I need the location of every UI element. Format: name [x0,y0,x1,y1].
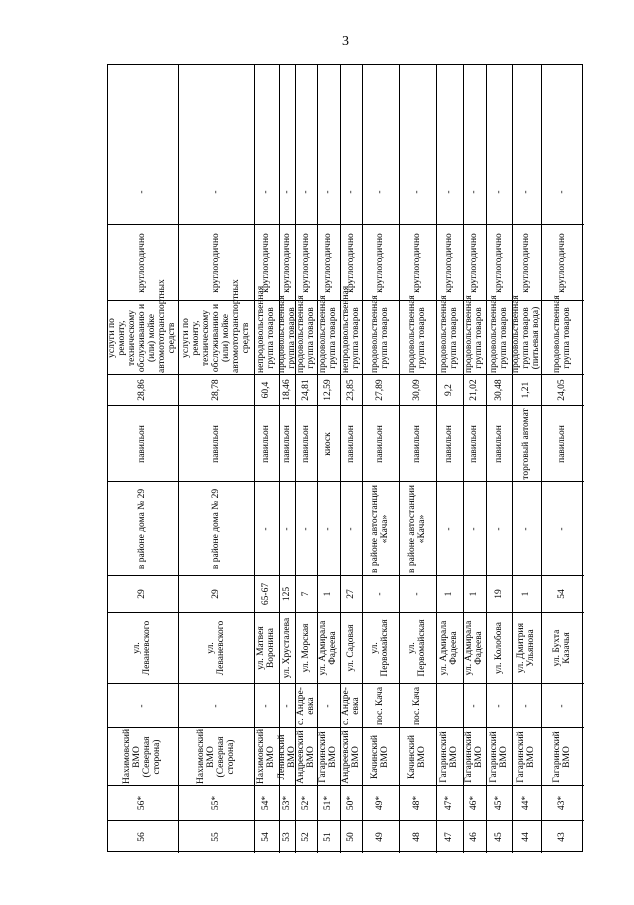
street-cell: ул. Адмирала Фадеева [318,612,340,683]
district-cell: Гагаринский ВМО [487,727,513,785]
period-cell: круглогодично [280,224,295,300]
street-cell: ул. Леваневского [179,612,255,683]
street-cell: ул. Хрусталева [280,612,295,683]
house-cell: 65-67 [255,575,279,612]
district-cell: Гагаринский ВМО [513,727,541,785]
goods-group-cell: продовольственная группа товаров [363,300,399,374]
district-cell: Андреевский ВМО [341,727,362,785]
area-cell: 28,86 [108,374,178,405]
goods-group-cell: продовольственная группа товаров (питьевая вода) [511,294,542,373]
settlement-cell: - [542,683,584,727]
period-cell: круглогодично [487,224,513,300]
page-number: 3 [342,34,349,49]
row-code-cell: 56* [108,785,178,820]
landmark-cell: - [437,481,463,575]
row-code-cell: 48* [400,785,436,820]
district-cell: Качинский ВМО [400,727,436,785]
goods-group-cell: продовольственная группа товаров [437,300,463,374]
object-type-cell: павильон [437,405,463,481]
house-cell: 7 [296,575,317,612]
house-cell: 29 [108,575,178,612]
settlement-cell [437,683,463,727]
street-cell: ул. Садовая [341,612,362,683]
settlement-cell: пос. Кача [400,683,436,727]
table-row [255,65,280,853]
house-cell: 1 [513,575,541,612]
area-cell: 24,81 [296,374,317,405]
landmark-cell: - [513,481,541,575]
goods-group-cell: услуги по ремонту, техническому обслуживанию и (или) мойке автомототранспортных средств [106,278,177,373]
table-row [341,65,363,853]
table-row [318,65,341,853]
goods-group-cell: продовольственная группа товаров [463,294,484,373]
goods-group-cell: продовольственная группа товаров [400,300,436,374]
house-cell: 27 [341,575,362,612]
object-type-cell: павильон [179,405,255,481]
object-type-cell: павильон [341,405,362,481]
settlement-cell: с. Андре-евка [341,683,362,727]
landmark-cell: в районе автостанции «Кача» [400,481,436,575]
area-cell: 21,02 [464,374,486,405]
landmark-cell: в районе дома № 29 [179,481,255,575]
goods-group-cell: продовольственная группа товаров [542,300,584,374]
row-code-cell: 46* [464,785,486,820]
row-number-cell: 54 [255,820,279,853]
period-cell: круглогодично [179,224,255,300]
settlement-cell: пос. Кача [363,683,399,727]
area-cell: 24,05 [542,374,584,405]
object-type-cell: торговый автомат [513,405,541,481]
extra-cell: - [521,190,532,194]
row-code-cell: 45* [487,785,513,820]
settlement-cell: с. Андре-евка [296,683,317,727]
object-type-cell: павильон [363,405,399,481]
landmark-cell: - [296,481,317,575]
extra-cell: - [412,190,423,194]
row-number-cell: 51 [318,820,340,853]
object-type-cell: павильон [108,405,178,481]
street-cell: ул. Колобова [487,612,513,683]
landmark-cell: - [464,481,486,575]
landmark-cell: - [487,481,513,575]
house-cell: 54 [542,575,584,612]
district-cell: Нахимовский ВМО (Северная сторона) [179,727,255,785]
settlement-cell: - [108,683,178,727]
object-type-cell: павильон [296,405,317,481]
district-cell: Андреевский ВМО [296,727,317,785]
goods-group-cell: непродовольственная группа товаров [255,300,279,374]
street-cell: ул. Адмирала Фадеева [437,612,463,683]
district-cell: Гагаринский ВМО [464,727,486,785]
object-type-cell: павильон [255,405,279,481]
row-code-cell: 53* [280,785,295,820]
extra-cell: - [345,190,356,194]
house-cell: 125 [280,575,295,612]
landmark-cell: - [542,481,584,575]
landmark-cell: в районе дома № 29 [108,481,178,575]
extra-cell: - [493,190,504,194]
row-code-cell: 49* [363,785,399,820]
row-number-cell: 48 [400,820,436,853]
row-number-cell: 46 [464,820,486,853]
period-cell: круглогодично [363,224,399,300]
object-type-cell: павильон [280,405,295,481]
table-row [542,65,584,853]
landmark-cell: в районе автостанции «Кача» [363,481,399,575]
extra-cell: - [210,190,221,194]
area-cell: 23,85 [341,374,362,405]
street-cell: ул. Дмитрия Ульянова [513,612,541,683]
object-type-cell: киоск [318,405,340,481]
row-number-cell: 50 [341,820,362,853]
district-cell: Гагаринский ВМО [318,727,340,785]
period-cell: круглогодично [108,224,178,300]
row-number-cell: 52 [296,820,317,853]
area-cell: 30,48 [487,374,513,405]
house-cell: 1 [464,575,486,612]
settlement-cell: - [318,683,340,727]
goods-group-cell: продовольственная группа товаров [487,300,513,374]
row-code-cell: 50* [341,785,362,820]
settlement-cell: - [280,683,295,727]
data-table [107,64,583,852]
extra-cell: - [375,190,386,194]
row-code-cell: 43* [542,785,584,820]
extra-cell: - [557,190,568,194]
row-number-cell: 47 [437,820,463,853]
row-code-cell: 47* [437,785,463,820]
area-cell: 27,89 [363,374,399,405]
house-cell: - [400,575,436,612]
street-cell: ул. Первомайская [400,612,436,683]
row-number-cell: 55 [179,820,255,853]
row-number-cell: 56 [108,820,178,853]
table-row [108,65,179,853]
landmark-cell: - [255,481,279,575]
settlement-cell: - [464,683,486,727]
area-cell: 30,09 [400,374,436,405]
settlement-cell: - [179,683,255,727]
street-cell: ул. Адмирала Фадеева [464,612,486,683]
extra-cell: - [300,190,311,194]
settlement-cell: - [255,683,279,727]
district-cell: Нахимовский ВМО (Северная сторона) [108,727,178,785]
period-cell: круглогодично [318,224,340,300]
period-cell: круглогодично [437,224,463,300]
goods-group-cell: непродовольственная группа товаров [340,285,361,373]
period-cell: круглогодично [400,224,436,300]
landmark-cell: - [318,481,340,575]
landmark-cell: - [341,481,362,575]
row-code-cell: 54* [255,785,279,820]
row-number-cell: 53 [280,820,295,853]
row-code-cell: 51* [318,785,340,820]
extra-cell: - [136,190,147,194]
house-cell: - [363,575,399,612]
object-type-cell: павильон [400,405,436,481]
street-cell: ул. Первомайская [363,612,399,683]
district-cell: Гагаринский ВМО [437,727,463,785]
period-cell: круглогодично [542,224,584,300]
settlement-cell: - [487,683,513,727]
district-cell: Гагаринский ВМО [542,727,584,785]
object-type-cell: павильон [487,405,513,481]
settlement-cell: - [513,683,541,727]
table-row [437,65,464,853]
house-cell: 1 [437,575,463,612]
area-cell: 18,46 [280,374,295,405]
period-cell: круглогодично [513,224,541,300]
street-cell: ул. Леваневского [108,612,178,683]
goods-group-cell: продовольственная группа товаров [295,294,316,373]
district-cell: Ленинский ВМО [280,727,295,785]
table-row [276,65,297,853]
row-number-cell: 43 [542,820,584,853]
extra-cell: - [323,190,334,194]
table-row [296,65,318,853]
period-cell: круглогодично [341,224,362,300]
extra-cell: - [444,190,454,194]
object-type-cell: павильон [542,405,584,481]
goods-group-cell: продовольственная группа товаров [318,294,339,373]
row-code-cell: 52* [296,785,317,820]
row-number-cell: 44 [513,820,541,853]
area-cell: 12,59 [318,374,340,405]
object-type-cell: павильон [464,405,486,481]
extra-cell: - [468,190,479,194]
period-cell: круглогодично [464,224,486,300]
area-cell: 60,4 [255,374,279,405]
table-row [513,65,542,853]
row-code-cell: 44* [513,785,541,820]
row-code-cell: 55* [179,785,255,820]
table-row [464,65,487,853]
house-cell: 29 [179,575,255,612]
street-cell: ул. Матвея Воронина [255,612,279,683]
goods-group-cell: продовольственная группа товаров [276,294,297,373]
goods-group-cell: услуги по ремонту, техническому обслуживанию и (или) мойке автомототранспортных средств [179,300,255,374]
table-row [487,65,514,853]
house-cell: 1 [318,575,340,612]
street-cell: ул. Бухта Казачья [542,612,584,683]
street-cell: ул. Морская [296,612,317,683]
table-row [363,65,400,853]
extra-cell: - [261,190,272,194]
table-row [400,65,437,853]
area-cell: 1,21 [513,374,541,405]
house-cell: 19 [487,575,513,612]
table-row [179,65,256,853]
district-cell: Нахимовский ВМО [255,727,279,785]
period-cell: круглогодично [296,224,317,300]
row-number-cell: 45 [487,820,513,853]
period-cell: круглогодично [255,224,279,300]
area-cell: 28,78 [179,374,255,405]
landmark-cell: - [280,481,295,575]
district-cell: Качинский ВМО [363,727,399,785]
area-cell: 9,2 [437,374,463,405]
extra-cell: - [281,190,292,194]
row-number-cell: 49 [363,820,399,853]
